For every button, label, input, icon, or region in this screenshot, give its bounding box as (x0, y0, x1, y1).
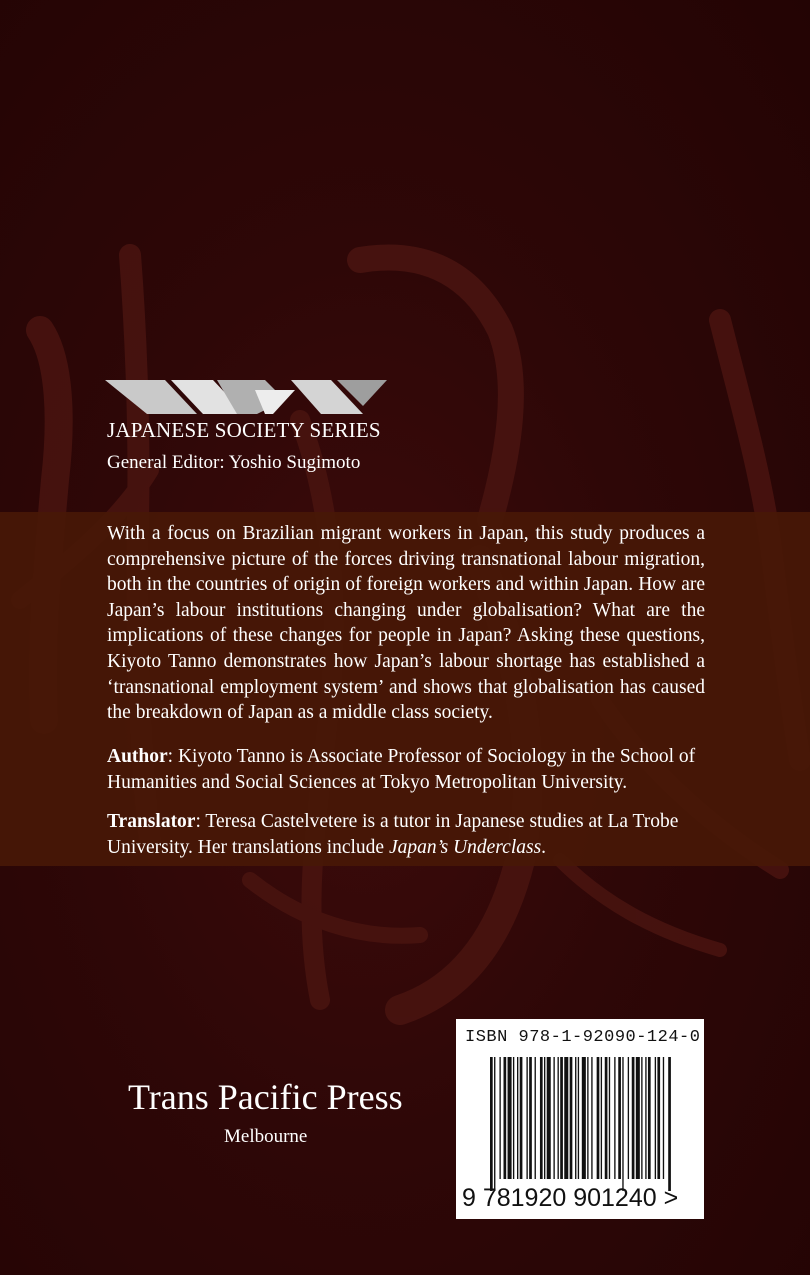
barcode-bar (618, 1057, 621, 1179)
isbn-text: ISBN 978-1-92090-124-0 (465, 1028, 701, 1047)
barcode-bar (575, 1057, 576, 1179)
translated-book-title: Japan’s Underclass (388, 836, 542, 858)
book-description (107, 521, 705, 726)
series-title: JAPANESE SOCIETY SERIES (107, 418, 381, 442)
author-text: : Kiyoto Tanno is Associate Professor of Sociology in the School of Humanities and Social Sciences at Tokyo Metropolitan University. (107, 746, 696, 793)
barcode-bar (578, 1057, 579, 1179)
description-text: With a focus on Brazilian migrant workers in Japan, this study produces a comprehensive picture of the forces driving transnational labour migration, both in the countries of origin of foreign workers and within Japan. How are Japan’s labour institutions changing under globalisation? What are the implications of these changes for people in Japan? Asking these questions, Kiyoto Tanno demonstrates how Japan’s labour shortage has established a ‘transnational employment system’ and shows that globalisation has caused the breakdown of Japan as a middle class society. (107, 523, 705, 724)
barcode-bar (668, 1057, 671, 1191)
author-bio (107, 744, 705, 795)
barcode-bar (564, 1057, 568, 1179)
barcode-bar (535, 1057, 536, 1179)
barcode-bar (628, 1057, 629, 1179)
barcode-bar (636, 1057, 640, 1179)
barcode-bar (609, 1057, 610, 1179)
translator-text: : Teresa Castelvetere is a tutor in Japanese studies at La Trobe University. Her translations include (107, 811, 679, 858)
barcode-bar (508, 1057, 512, 1179)
barcode-bar (587, 1057, 588, 1179)
barcode-panel (456, 1019, 704, 1219)
calligraphy-stroke (560, 860, 720, 950)
barcode-bar (591, 1057, 592, 1179)
barcode-bar (544, 1057, 545, 1179)
barcode-bar (648, 1057, 651, 1179)
translator-bio (107, 809, 705, 860)
barcode-bar (632, 1057, 635, 1179)
barcode-bar (540, 1057, 543, 1179)
barcode-bar (597, 1057, 600, 1179)
barcode-bar (645, 1057, 646, 1179)
barcode-bar (547, 1057, 551, 1179)
barcode-digits: 9 781920 901240 > (462, 1184, 679, 1212)
barcode-bar (641, 1057, 642, 1179)
barcode-bar (560, 1057, 563, 1179)
translator-label: Translator (107, 811, 196, 832)
barcode-bar (520, 1057, 523, 1179)
translator-end: . (541, 836, 547, 858)
barcode-bar (601, 1057, 602, 1179)
barcode-bar (526, 1057, 527, 1179)
barcode-bar (499, 1057, 500, 1179)
barcode-bar (614, 1057, 615, 1179)
barcode-bar (517, 1057, 518, 1179)
barcode-bar (513, 1057, 514, 1179)
barcode-bar (605, 1057, 608, 1179)
barcode-bar (490, 1057, 493, 1191)
barcode-bar (663, 1057, 664, 1179)
author-label: Author (107, 746, 168, 767)
barcode-bar (529, 1057, 532, 1179)
barcode-bar (657, 1057, 660, 1179)
barcode-bar (622, 1057, 623, 1191)
barcode-bar (504, 1057, 507, 1179)
publisher-city: Melbourne (224, 1126, 308, 1147)
barcode-bar (570, 1057, 573, 1179)
barcode-bar (582, 1057, 586, 1179)
general-editor: General Editor: Yoshio Sugimoto (107, 452, 361, 473)
barcode-bar (494, 1057, 495, 1191)
publisher-name: Trans Pacific Press (128, 1077, 403, 1117)
series-logo-icon (105, 380, 387, 414)
barcode-bar (553, 1057, 554, 1179)
barcode-bar (655, 1057, 656, 1179)
barcode-bar (558, 1057, 559, 1179)
calligraphy-stroke (250, 880, 420, 936)
